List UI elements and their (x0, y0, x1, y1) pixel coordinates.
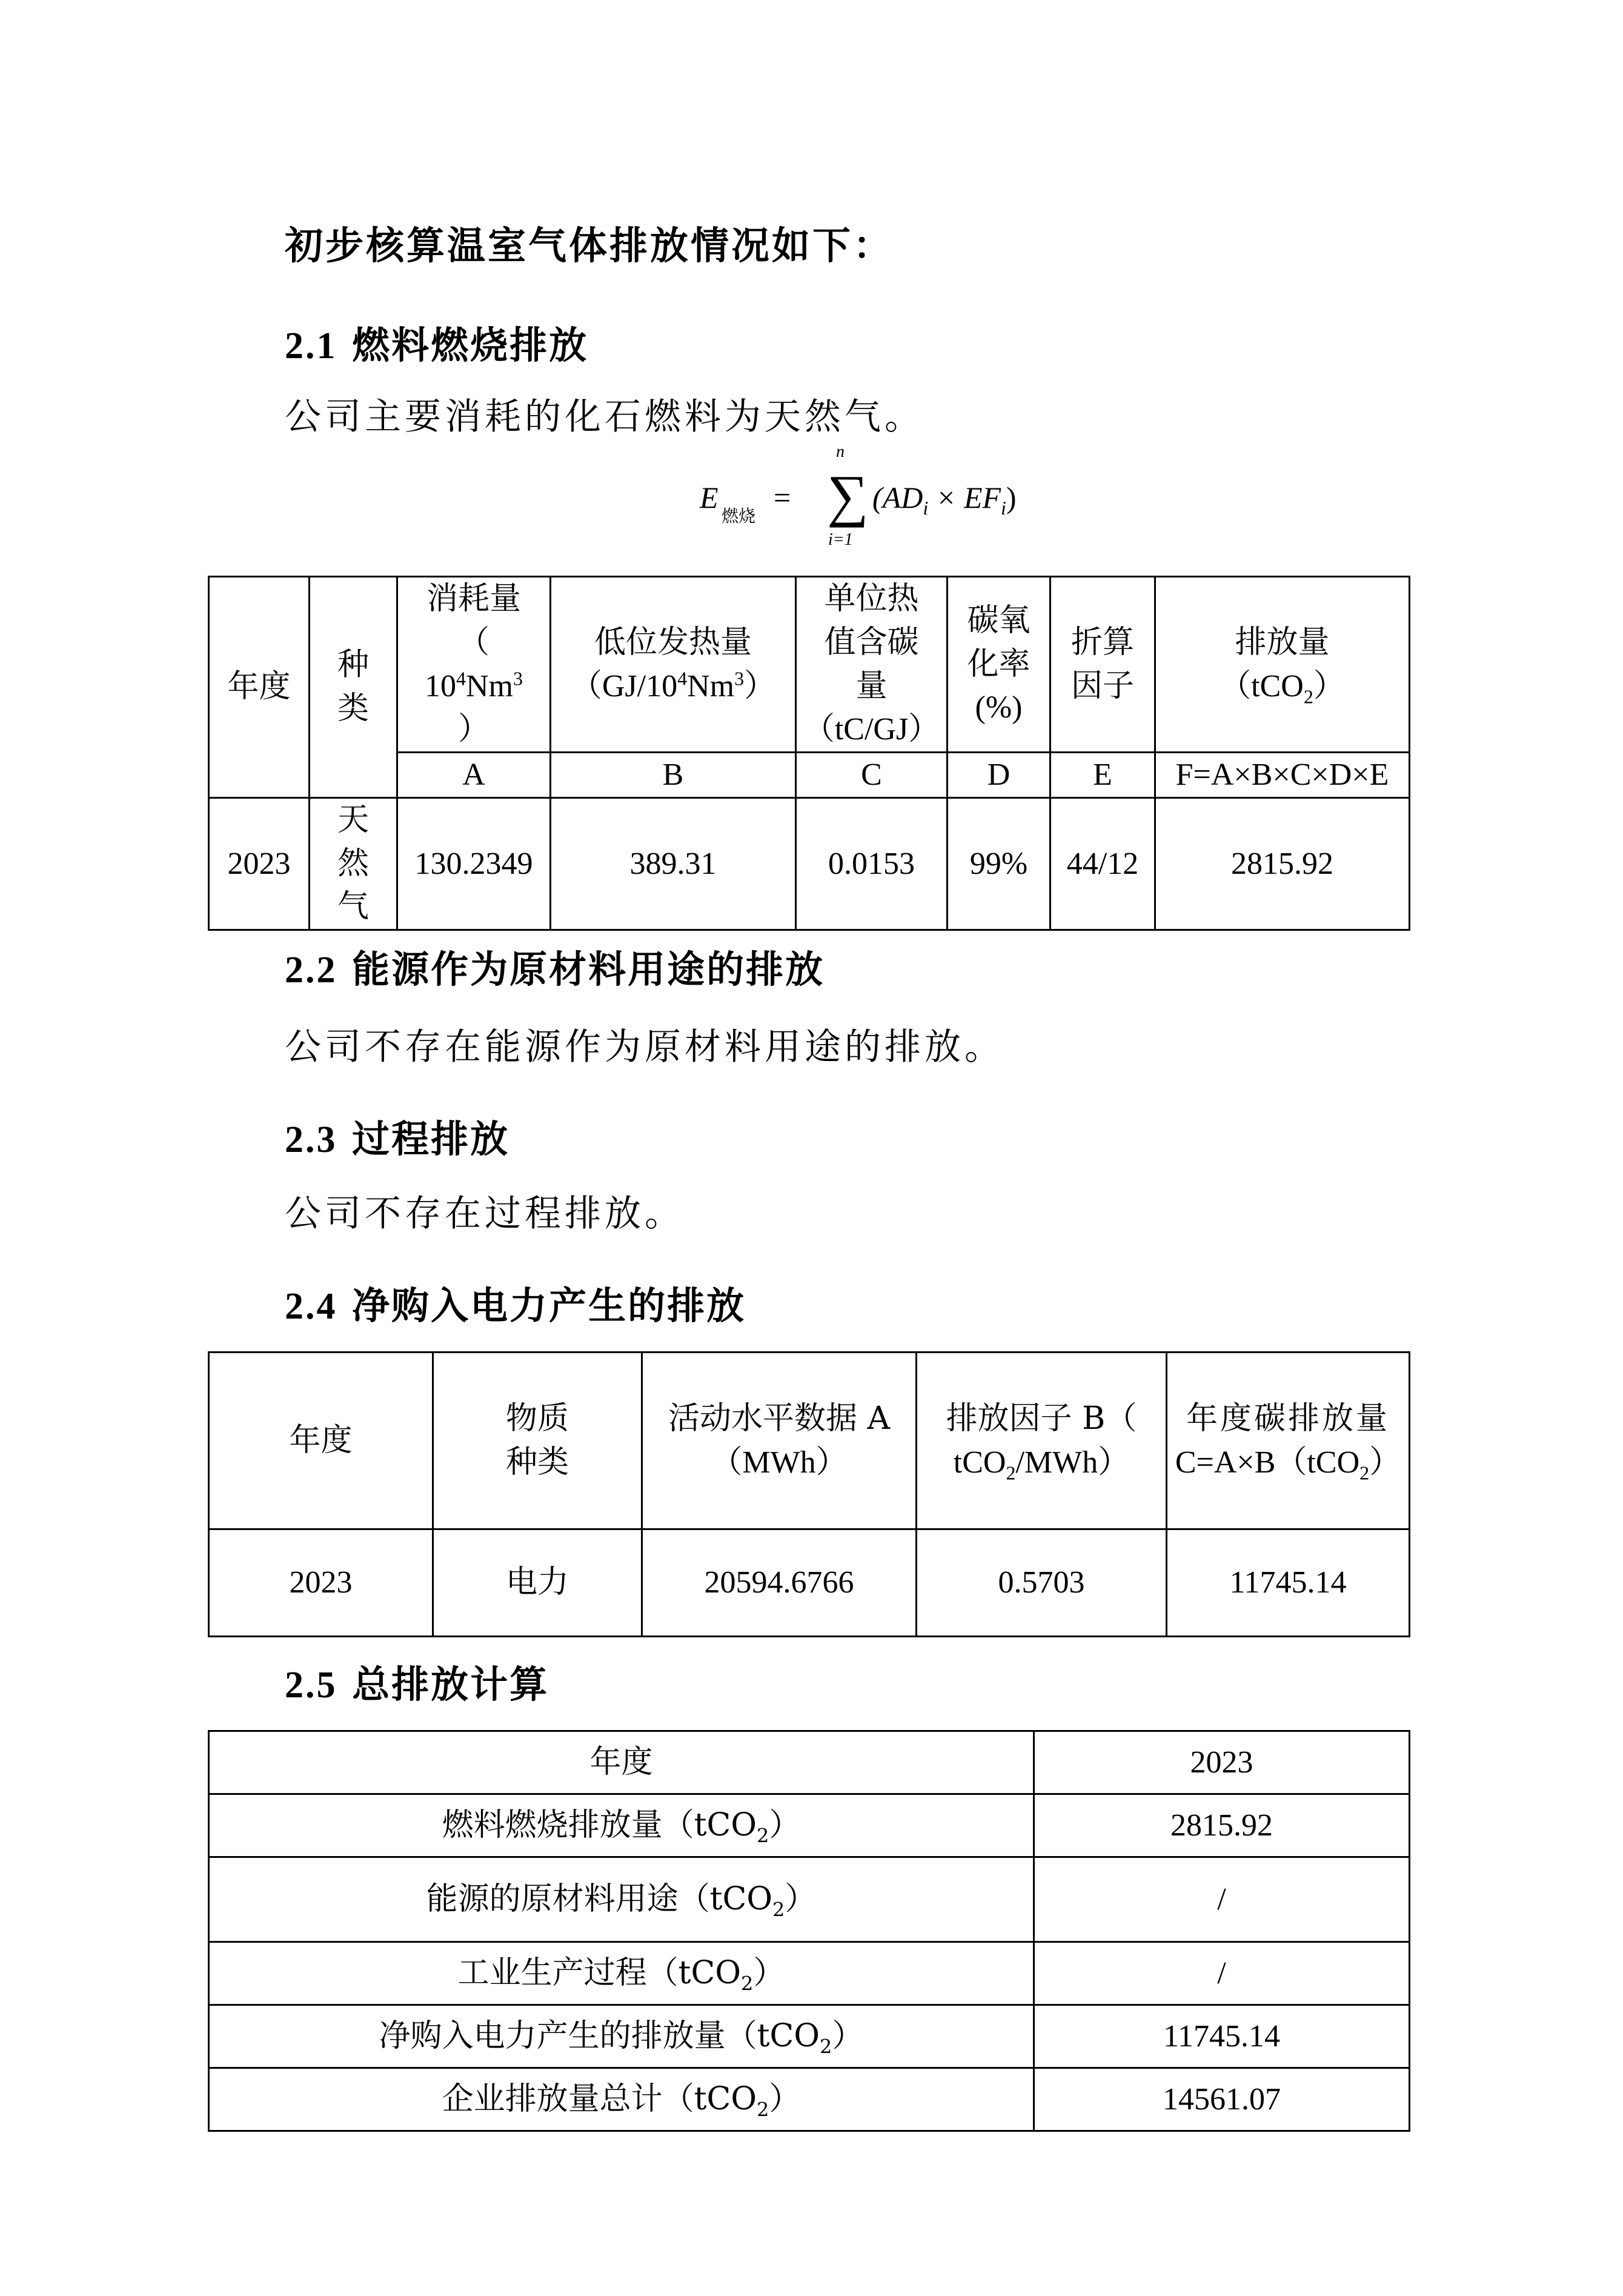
formula-i1: i=1 (828, 530, 853, 549)
type-char: 气 (337, 888, 369, 925)
intro-heading: 初步核算温室气体排放情况如下： (285, 223, 894, 268)
table-row: 燃料燃烧排放量（tCO$_2$） (209, 1794, 1034, 1857)
section-title: 燃料燃烧排放 (352, 323, 589, 367)
header-line: （tC/GJ） (803, 712, 940, 747)
header-line: 量 (855, 667, 888, 704)
row-e: 44/12 (1050, 797, 1155, 930)
section-title: 总排放计算 (352, 1662, 549, 1706)
formula-e: E (700, 481, 719, 514)
header-line: （tCO$_2$） (1220, 668, 1345, 707)
header-line: tCO$_2$/MWh） (953, 1445, 1130, 1483)
table-row: 净购入电力产生的排放量（tCO$_2$） (209, 2005, 1034, 2068)
section-2-2-text: 公司不存在能源作为原材料用途的排放。 (285, 1026, 1004, 1068)
section-2-3-text: 公司不存在过程排放。 (285, 1193, 685, 1235)
header-line: 低位发热量 (594, 624, 752, 661)
header-activity (642, 1353, 917, 1529)
header-year: 年度 (209, 577, 310, 798)
row-f: 2815.92 (1155, 797, 1410, 930)
header-line: 碳氧 (967, 602, 1031, 639)
header-oxidation (948, 577, 1050, 753)
table-row: 年度 (209, 1731, 1034, 1794)
header-line: ） (457, 711, 490, 748)
letter-a: A (397, 753, 551, 798)
header-line: 单位热 (824, 581, 919, 617)
formula-sub-i: i (923, 497, 929, 519)
header-line: 年度碳排放量 (1186, 1400, 1390, 1437)
section-number: 2.4 (285, 1286, 337, 1327)
header-material (433, 1353, 642, 1529)
formula-equals: = (774, 481, 791, 514)
header-type: 种类 (310, 577, 397, 798)
electricity-table (208, 1351, 1410, 1637)
header-line: 因子 (1070, 667, 1134, 704)
header-line: 排放量 (1235, 624, 1330, 661)
row-b: 389.31 (551, 797, 796, 930)
row-activity: 20594.6766 (642, 1529, 917, 1637)
total-emission-table (208, 1730, 1410, 2132)
header-line: 折算 (1070, 624, 1134, 661)
letter-c: C (796, 753, 948, 798)
header-emission (1155, 577, 1410, 753)
type-char: 然 (337, 845, 369, 882)
header-line: 化率 (967, 645, 1031, 682)
row-c: 0.0153 (796, 797, 948, 930)
sigma-icon: ∑ (827, 463, 869, 528)
row-material: 电力 (433, 1529, 642, 1637)
table-row: 工业生产过程（tCO$_2$） (209, 1942, 1034, 2005)
formula-n: n (836, 442, 845, 461)
letter-e: E (1050, 753, 1155, 798)
section-2-1-heading (285, 315, 588, 369)
row-type (310, 797, 397, 930)
row-emission: 11745.14 (1167, 1529, 1410, 1637)
header-year: 年度 (209, 1353, 433, 1529)
table-cell-value: 2023 (1034, 1731, 1410, 1794)
section-2-2-heading (285, 939, 825, 993)
table-cell-value: / (1034, 1942, 1410, 2005)
section-2-5-heading (285, 1654, 549, 1708)
formula-e-sub: 燃烧 (722, 507, 756, 526)
header-consumption (397, 577, 551, 753)
header-line: 活动水平数据 A (668, 1400, 891, 1437)
header-line: 值含碳 (824, 624, 919, 661)
section-title: 净购入电力产生的排放 (352, 1283, 746, 1328)
section-number: 2.1 (285, 325, 337, 367)
type-char: 天 (337, 801, 369, 838)
section-number: 2.2 (285, 950, 337, 991)
section-number: 2.3 (285, 1119, 337, 1160)
table-cell-value: 14561.07 (1034, 2068, 1410, 2131)
header-line: 种类 (505, 1443, 569, 1480)
table-row: 企业排放量总计（tCO$_2$） (209, 2068, 1034, 2131)
row-a: 130.2349 (397, 797, 551, 930)
header-line: (%) (975, 690, 1023, 725)
row-d: 99% (948, 797, 1050, 930)
letter-b: B (551, 753, 796, 798)
header-line: $(GJ/10^4Nm^3)$ (570, 667, 776, 704)
table-row: 能源的原材料用途（tCO$_2$） (209, 1857, 1034, 1942)
formula-ef: × EF (935, 481, 1001, 514)
header-line: 消耗量 (426, 581, 521, 617)
row-year: 2023 (209, 1529, 433, 1637)
header-line: （ (457, 624, 490, 661)
header-emission-factor (917, 1353, 1167, 1529)
header-line: $10^4Nm^3$ (425, 667, 523, 704)
section-2-3-heading (285, 1109, 509, 1163)
fuel-combustion-table (208, 576, 1410, 931)
formula-close: ) (1006, 481, 1017, 514)
row-factor: 0.5703 (917, 1529, 1167, 1637)
header-ncv (551, 577, 796, 753)
header-line: 物质 (505, 1400, 569, 1437)
section-title: 能源作为原材料用途的排放 (352, 947, 825, 991)
section-title: 过程排放 (352, 1117, 510, 1161)
header-line: C=A×B（tCO$_2$） (1175, 1445, 1401, 1483)
formula-ad: (AD (872, 481, 923, 514)
table-cell-value: 2815.92 (1034, 1794, 1410, 1857)
section-number: 2.5 (285, 1665, 337, 1706)
section-2-1-text: 公司主要消耗的化石燃料为天然气。 (285, 396, 924, 438)
table-cell-value: 11745.14 (1034, 2005, 1410, 2068)
table-cell-value: / (1034, 1857, 1410, 1942)
formula-sub-i: i (1001, 497, 1006, 519)
header-annual-emission (1167, 1353, 1410, 1529)
header-line: 排放因子 B（ (946, 1400, 1137, 1437)
header-carbon-content (796, 577, 948, 753)
row-year: 2023 (209, 797, 310, 930)
section-2-4-heading (285, 1276, 746, 1329)
letter-f: F=A×B×C×D×E (1155, 753, 1410, 798)
emission-formula (700, 442, 1015, 557)
header-line: （MWh） (711, 1445, 848, 1480)
header-factor (1050, 577, 1155, 753)
formula-body (872, 480, 1017, 519)
letter-d: D (948, 753, 1050, 798)
